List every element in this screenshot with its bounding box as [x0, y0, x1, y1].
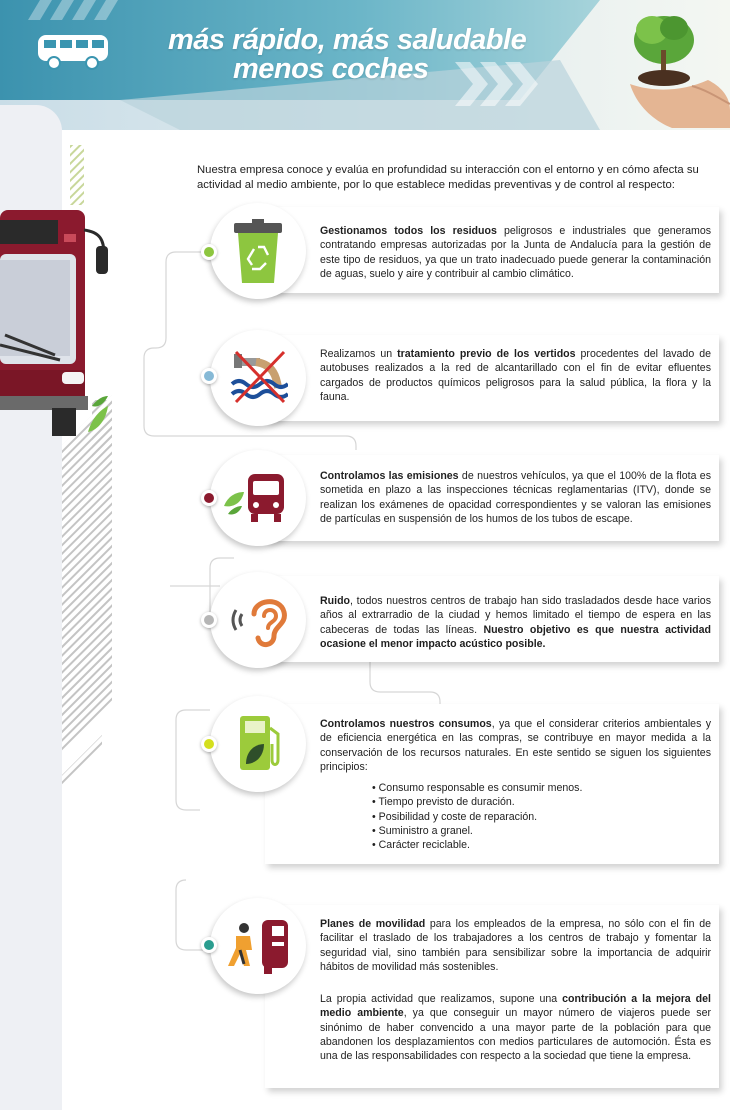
section-card-vertidos — [265, 335, 719, 421]
section-body: procedentes del lavado de autobuses realizados a la red de alcantarillado con el fin de evitar efluentes cargados de productos químicos peligrosos para la salud pública, la flora y la fauna. — [320, 348, 711, 403]
section-pre: Realizamos un — [320, 348, 398, 360]
section-body: de nuestros vehículos, ya que el 100% de la flota es sometida en plazo a las inspecciones técnicas reglamentarias (ITV), donde se realizan los exámenes de opacidad correspondientes y se valoran las emisiones de partículas en suspensión de los humos de los tubos de escape. — [320, 470, 711, 525]
section-text — [320, 224, 711, 281]
section-dot — [201, 368, 217, 384]
section-text — [320, 347, 711, 404]
section-body: , ya que conseguir un mayor número de viajeros puede ser sinónimo de haber convencido a una mayor parte de la población para que abandonen los desplazamientos con medios particulares de automoción. Ésta es una de las responsabilidades con respecto a la sociedad que tiene la empresa. — [320, 1007, 711, 1063]
icon-circle — [210, 203, 306, 299]
icon-circle — [210, 898, 306, 994]
section-bold: Ruido — [320, 595, 351, 607]
section-bold-2: Nuestro objetivo es que nuestra actividad ocasione el menor impacto acústico posible. — [320, 623, 711, 650]
section-dot — [201, 736, 217, 752]
section-bold: Planes de movilidad — [320, 918, 426, 930]
section-body: , todos nuestros centros de trabajo han sido trasladados desde hace varios años al extrarradio de la ciudad y hemos limitado el tiempo de espera en las cabeceras de todas las líneas. — [320, 595, 711, 636]
banner-title-line2: menos coches — [233, 53, 429, 85]
section-body: peligrosos e industriales que generamos contratando empresas autorizadas por la Junta de Andalucía para la gestión de este tipo de residuos, ya que un trato inadecuado puede generar la contaminación de aguas, suelo y aire y contribuir al cambio climático. — [320, 225, 712, 280]
icon-circle — [210, 450, 306, 546]
list-item: • Posibilidad y coste de reparación. — [372, 810, 538, 823]
section-text — [320, 594, 711, 651]
section-text — [320, 917, 711, 974]
ear-sound-icon — [230, 592, 290, 648]
section-pre: La propia actividad que realizamos, supone una — [320, 993, 563, 1005]
red-bus-illustration — [0, 210, 112, 442]
plant-in-hand-icon — [612, 0, 730, 128]
section-body: para los empleados de la empresa, no sólo con el fin de facilitar el traslado de los trabajadores a los centros de trabajo y fomentar la seguridad vial, sino también para sensibilizar sobre la importancia de adquirir hábitos de movilidad más sostenibles. — [320, 918, 711, 973]
section-card-ruido — [265, 576, 719, 662]
bus-icon — [36, 32, 110, 72]
section-dot — [201, 244, 217, 260]
section-dot — [201, 490, 217, 506]
list-item: • Consumo responsable es consumir menos. — [372, 782, 583, 794]
list-item: • Carácter reciclable. — [372, 839, 470, 852]
section-card-movilidad — [265, 905, 719, 1088]
list-item: • Tiempo previsto de duración. — [372, 796, 515, 809]
section-bold: Controlamos nuestros consumos — [320, 718, 492, 730]
section-bold: Gestionamos todos los residuos — [320, 225, 497, 237]
section-text — [320, 717, 711, 774]
header-banner — [0, 0, 730, 130]
intro-paragraph: Nuestra empresa conoce y evalúa en profundidad su interacción con el entorno y en cómo afecta su actividad al medio ambiente, por lo que establece medidas preventivas y de control al respecto: — [197, 164, 699, 191]
icon-circle — [210, 330, 306, 426]
pedestrian-bus-icon — [228, 916, 290, 976]
banner-title-line1: más rápido, más saludable — [168, 24, 527, 56]
section-text — [320, 469, 711, 526]
no-dumping-water-icon — [230, 348, 288, 406]
section-bold: Controlamos las emisiones — [320, 470, 459, 482]
fuel-pump-leaf-icon — [238, 714, 284, 774]
section-card-residuos — [265, 207, 719, 293]
section-dot — [201, 937, 217, 953]
list-item: • Suministro a granel. — [372, 824, 473, 837]
icon-circle — [210, 696, 306, 792]
section-bold: contribución a la mejora del medio ambiente — [320, 993, 711, 1020]
recycle-bin-icon — [232, 217, 284, 285]
section-bold: tratamiento previo de los vertidos — [397, 348, 576, 360]
icon-circle — [210, 572, 306, 668]
section-body: , ya que el considerar criterios ambientales y de eficiencia energética en las compras, se contribuye en mayor medida a la conservación de los recursos naturales. En este sentido se siguen los siguientes principios: — [320, 718, 711, 773]
section-card-emisiones — [265, 455, 719, 541]
principles-list — [372, 781, 582, 852]
section-dot — [201, 612, 217, 628]
section-text-2 — [320, 992, 711, 1063]
bus-leaf-icon — [222, 472, 286, 524]
